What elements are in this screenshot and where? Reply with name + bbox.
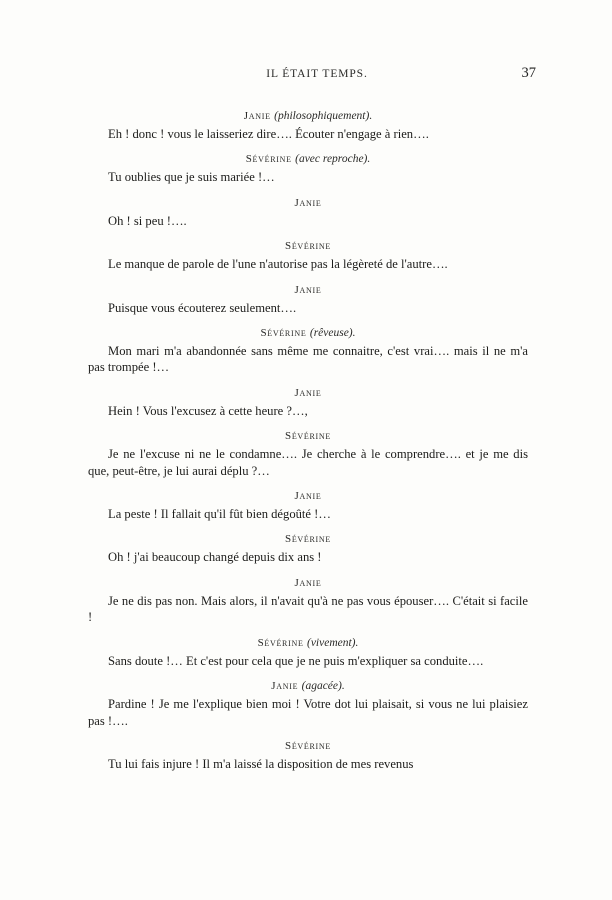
dialogue-line: Puisque vous écouterez seulement…. bbox=[108, 300, 297, 315]
dialogue-line: Pardine ! Je me l'explique bien moi ! Votre dot lui plaisait, si vous ne lui plaisiez pas !…. bbox=[88, 697, 528, 728]
page-content bbox=[88, 65, 536, 776]
dialogue-line: Mon mari m'a abandonnée sans même me connaitre, c'est vrai…. mais il ne m'a pas trompée !… bbox=[88, 344, 528, 375]
running-head: IL ÉTAIT TEMPS. bbox=[266, 68, 368, 80]
speaker-name: Janie bbox=[294, 490, 322, 503]
speaker-name: Sévérine bbox=[285, 240, 331, 253]
stage-direction: (vivement). bbox=[306, 636, 359, 649]
dialogue-line: Oh ! j'ai beaucoup changé depuis dix ans ! bbox=[108, 550, 322, 565]
dialogue-line: Je ne dis pas non. Mais alors, il n'avait qu'à ne pas vous épouser…. C'était si facile ! bbox=[88, 593, 528, 625]
speaker-name: Janie (philosophiquement). bbox=[243, 110, 373, 122]
speaker-name: Janie (agacée). bbox=[271, 680, 345, 693]
stage-direction: (agacée). bbox=[301, 680, 345, 693]
dialogue-line: Eh ! donc ! vous le laisseriez dire…. Écouter n'engage à rien…. bbox=[108, 127, 429, 141]
speaker-name: Sévérine bbox=[285, 533, 331, 546]
speaker-name: Sévérine bbox=[285, 430, 331, 443]
dialogue-line: Tu lui fais injure ! Il m'a laissé la disposition de mes revenus bbox=[108, 756, 414, 771]
speaker-name: Sévérine (vivement). bbox=[257, 636, 359, 649]
dialogue-line: Tu oublies que je suis mariée !… bbox=[108, 170, 275, 185]
stage-direction: (rêveuse). bbox=[309, 327, 356, 340]
dialogue-line: Le manque de parole de l'une n'autorise pas la légèreté de l'autre…. bbox=[108, 257, 448, 272]
speaker-name: Janie bbox=[294, 283, 322, 296]
dialogue-line: La peste ! Il fallait qu'il fût bien dégoûté !… bbox=[108, 507, 331, 522]
dialogue-line: Oh ! si peu !…. bbox=[108, 213, 187, 228]
speaker-name: Janie bbox=[294, 196, 322, 209]
speaker-name: Sévérine (rêveuse). bbox=[260, 327, 356, 340]
stage-direction: (philosophiquement). bbox=[274, 110, 373, 122]
stage-direction: (avec reproche). bbox=[295, 153, 371, 166]
dialogue-line: Hein ! Vous l'excusez à cette heure ?…, bbox=[108, 403, 308, 418]
dialogue-line: Je ne l'excuse ni ne le condamne…. Je cherche à le comprendre…. et je me dis que, peut-être, je lui aurai déplu ?… bbox=[88, 447, 528, 478]
speaker-name: Janie bbox=[294, 386, 322, 399]
speaker-name: Sévérine bbox=[285, 739, 331, 752]
dialogue-line: Sans doute !… Et c'est pour cela que je ne puis m'expliquer sa conduite…. bbox=[108, 653, 484, 668]
speaker-name: Sévérine (avec reproche). bbox=[245, 153, 371, 166]
speaker-name: Janie bbox=[294, 576, 322, 589]
page-number: 37 bbox=[521, 65, 536, 81]
page-header bbox=[88, 65, 536, 88]
